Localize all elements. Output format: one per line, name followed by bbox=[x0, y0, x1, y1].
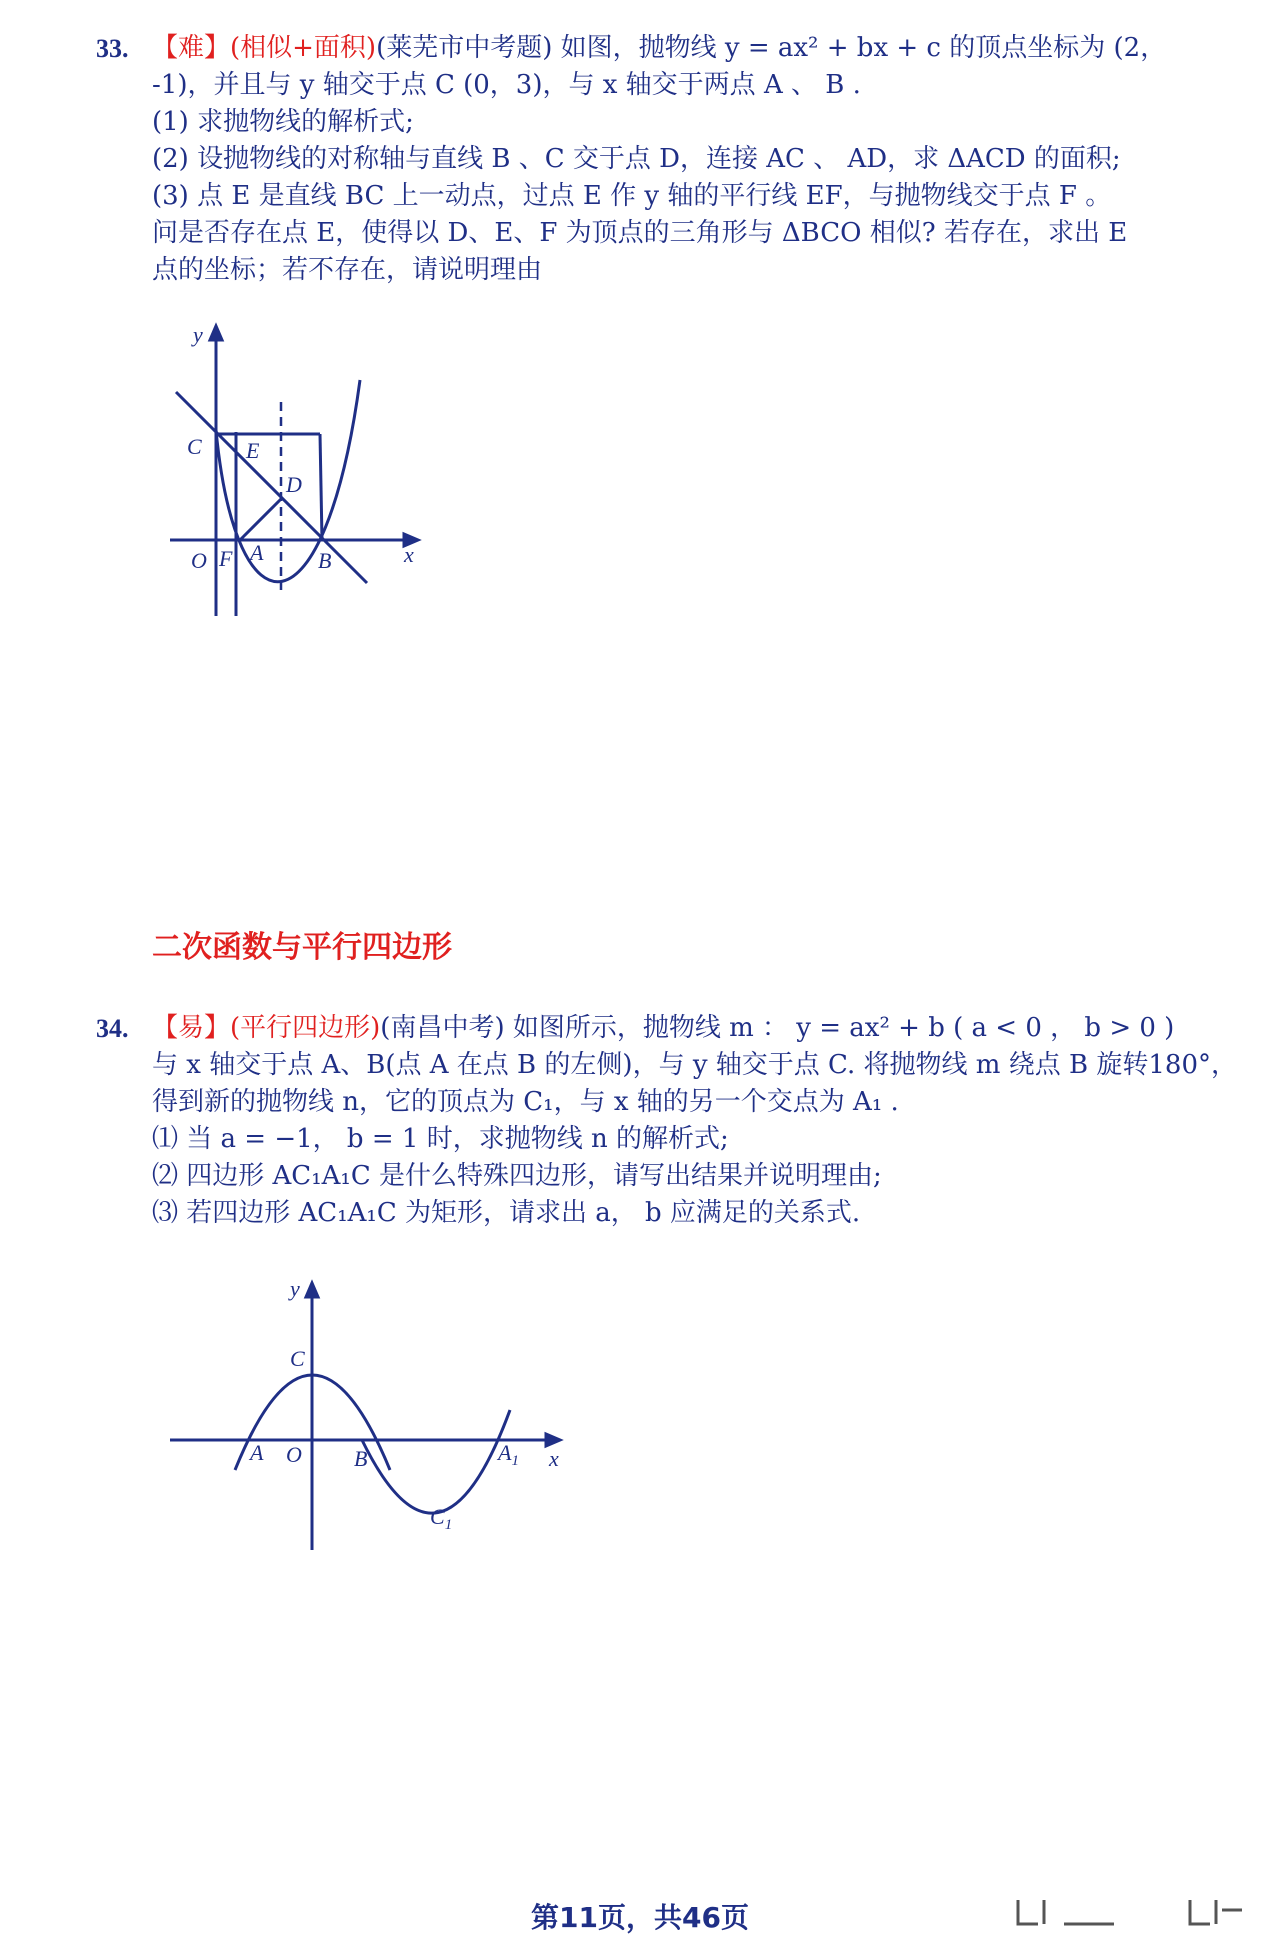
segment-b-top bbox=[320, 434, 322, 540]
label-a: A bbox=[250, 1440, 264, 1465]
y-axis-arrow bbox=[306, 1283, 318, 1297]
question-1: ⑴ 当 a = −1， b = 1 时，求抛物线 n 的解析式; bbox=[152, 1124, 729, 1154]
question-3-continued: 问是否存在点 E，使得以 D、E、F 为顶点的三角形与 ΔBCO 相似? 若存在，求出 E bbox=[152, 218, 1128, 248]
problem-33-first-line bbox=[96, 30, 1206, 67]
figure-33 bbox=[160, 318, 430, 628]
difficulty-tag: 【难】(相似+面积) bbox=[152, 33, 377, 63]
label-c: C bbox=[290, 1346, 305, 1371]
page-footer: 第11页，共46页 bbox=[531, 1901, 749, 1934]
label-y: y bbox=[193, 322, 203, 347]
segment-ad bbox=[240, 498, 282, 540]
problem-34 bbox=[96, 1010, 1237, 1232]
label-y: y bbox=[290, 1276, 300, 1301]
question-3: (3) 点 E 是直线 BC 上一动点，过点 E 作 y 轴的平行线 EF，与抛物线交于点 F 。 bbox=[152, 181, 1112, 211]
label-b: B bbox=[318, 548, 332, 573]
problem-text: (莱芜市中考题) 如图，抛物线 y = ax² + bx + c 的顶点坐标为 (2， bbox=[376, 33, 1167, 63]
problem-number: 33. bbox=[96, 34, 129, 63]
question-3-continued: 点的坐标；若不存在，请说明理由 bbox=[152, 255, 543, 285]
label-o: O bbox=[191, 548, 207, 573]
problem-number: 34. bbox=[96, 1014, 129, 1043]
label-x: x bbox=[549, 1446, 559, 1471]
problem-text: 与 x 轴交于点 A、B(点 A 在点 B 的左侧)，与 y 轴交于点 C. 将抛物线 m 绕点 B 旋转180°， bbox=[152, 1050, 1237, 1080]
corner-mark-icon bbox=[1014, 1898, 1244, 1930]
label-b: B bbox=[354, 1446, 368, 1471]
label-a: A bbox=[250, 540, 264, 565]
label-x: x bbox=[404, 542, 414, 567]
problem-33 bbox=[96, 30, 1206, 289]
label-e: E bbox=[246, 438, 260, 463]
label-a1: $A_1$ bbox=[498, 1440, 519, 1469]
figure-34 bbox=[165, 1270, 575, 1560]
difficulty-tag: 【易】(平行四边形) bbox=[152, 1013, 381, 1043]
y-axis-arrow bbox=[210, 326, 222, 340]
problem-text: -1)，并且与 y 轴交于点 C (0，3)，与 x 轴交于两点 A 、 B . bbox=[152, 70, 861, 100]
x-axis-arrow bbox=[546, 1434, 560, 1446]
problem-text: (南昌中考) 如图所示，抛物线 m ： y = ax² + b ( a < 0 ， b > 0 ) bbox=[380, 1013, 1175, 1043]
problem-text: 得到新的抛物线 n，它的顶点为 C₁，与 x 轴的另一个交点为 A₁ . bbox=[152, 1087, 899, 1117]
parabola-n bbox=[362, 1410, 510, 1513]
label-f: F bbox=[219, 546, 233, 571]
question-2: ⑵ 四边形 AC₁A₁C 是什么特殊四边形，请写出结果并说明理由; bbox=[152, 1161, 882, 1191]
question-3: ⑶ 若四边形 AC₁A₁C 为矩形，请求出 a， b 应满足的关系式. bbox=[152, 1198, 861, 1228]
section-heading: 二次函数与平行四边形 bbox=[152, 930, 452, 965]
label-o: O bbox=[286, 1442, 302, 1467]
label-d: D bbox=[286, 472, 302, 497]
problem-34-first-line bbox=[96, 1010, 1206, 1047]
question-1: (1) 求抛物线的解析式; bbox=[152, 107, 414, 137]
label-c: C bbox=[187, 434, 202, 459]
label-c1: $C_1$ bbox=[430, 1504, 453, 1533]
question-2: (2) 设抛物线的对称轴与直线 B 、C 交于点 D，连接 AC 、 AD，求 ΔACD 的面积; bbox=[152, 144, 1121, 174]
